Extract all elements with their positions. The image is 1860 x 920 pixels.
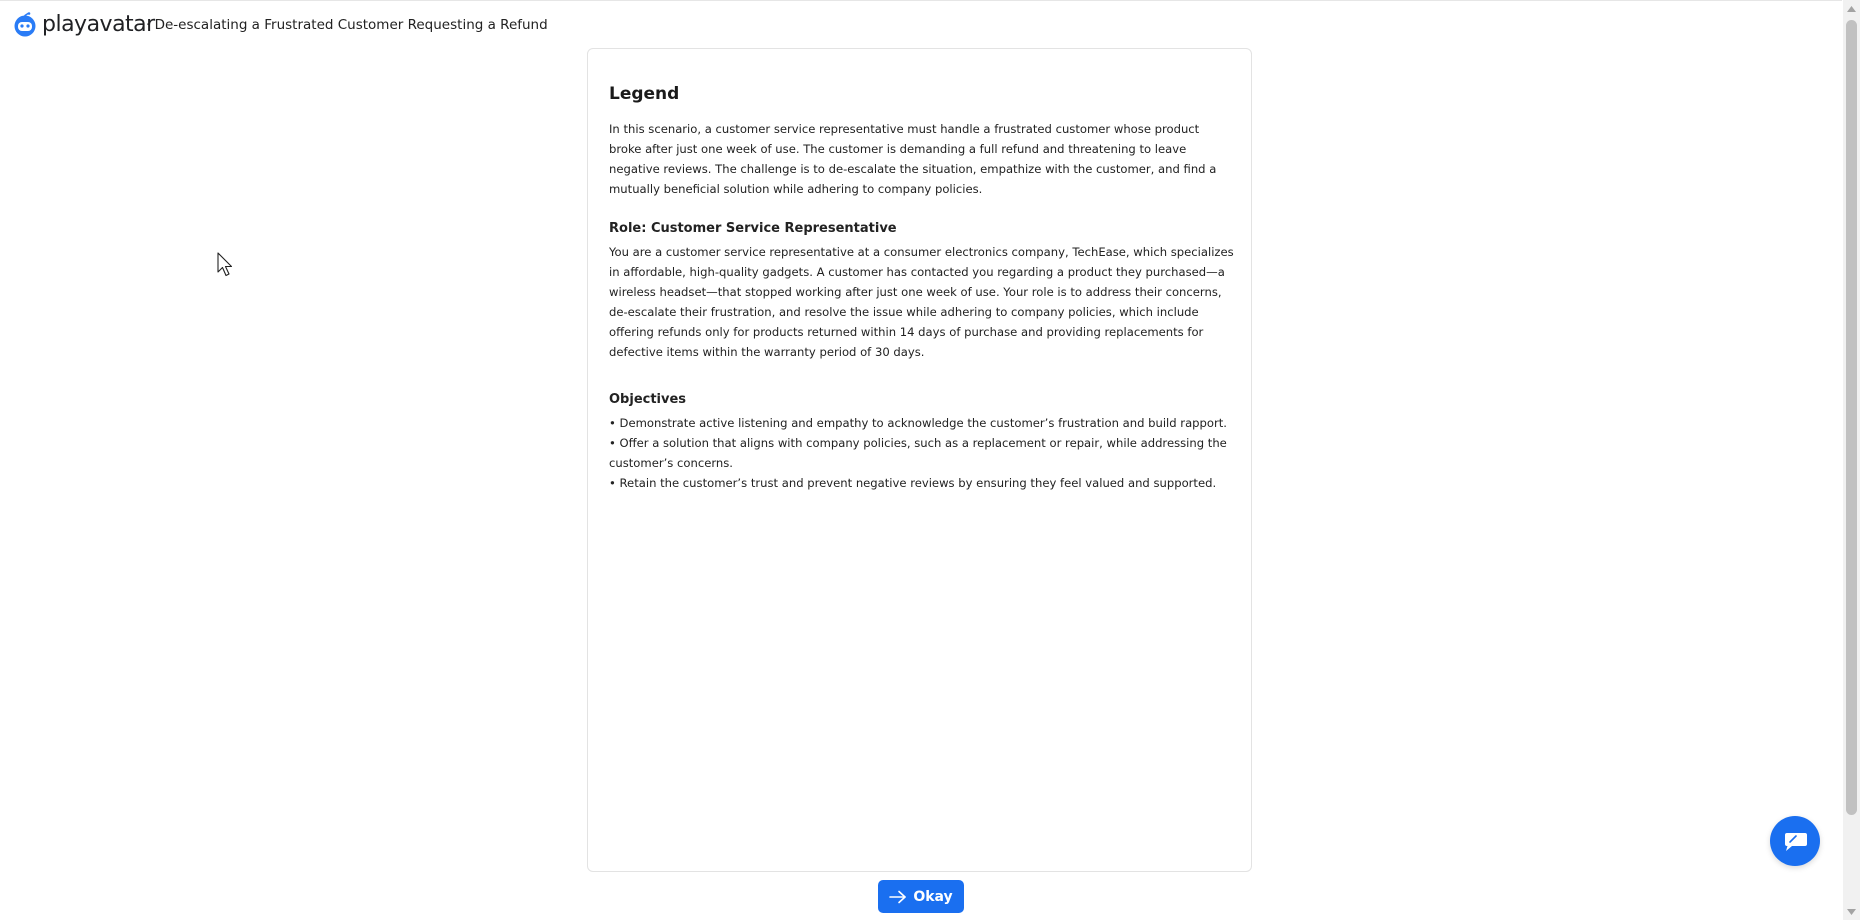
logo-avatar-text: avatar (86, 12, 155, 37)
legend-card (587, 48, 1252, 872)
objectives-title: Objectives (609, 392, 687, 407)
objective-item: • Demonstrate active listening and empathy to acknowledge the customer’s frustration and build rapport. (609, 416, 1227, 430)
logo-play-text: play (42, 12, 87, 37)
legend-title: Legend (609, 84, 680, 104)
scenario-title: · De-escalating a Frustrated Customer Requesting a Refund (146, 17, 548, 33)
mouse-cursor-icon (217, 252, 235, 278)
logo-wordmark (42, 11, 155, 39)
playavatar-logo[interactable] (12, 11, 155, 39)
scrollbar-thumb[interactable] (1846, 20, 1857, 815)
vertical-scrollbar[interactable] (1843, 0, 1860, 920)
scroll-up-arrow-icon[interactable] (1843, 0, 1860, 17)
role-description: You are a customer service representative at a consumer electronics company, TechEase, which specializes in affordable, high-quality gadgets. A customer has contacted you regarding a product they purchased—a wireless headset—that stopped working after just one week of use. Your role is to address their concerns, de-escalate their frustration, and resolve the issue while adhering to company policies, which include offering refunds only for products returned within 14 days of purchase and providing replacements for defective items within the warranty period of 30 days. (609, 245, 1234, 359)
legend-intro: In this scenario, a customer service representative must handle a frustrated customer whose product broke after just one week of use. The customer is demanding a full refund and threatening to leave negative reviews. The challenge is to de-escalate the situation, empathize with the customer, and find a mutually beneficial solution while adhering to company policies. (609, 122, 1217, 196)
objective-item: • Retain the customer’s trust and prevent negative reviews by ensuring they feel valued and supported. (609, 476, 1217, 490)
okay-button[interactable] (878, 880, 964, 913)
scroll-down-arrow-icon[interactable] (1843, 903, 1860, 920)
top-bar (0, 0, 1842, 47)
chat-button[interactable] (1770, 816, 1820, 866)
arrow-right-icon (889, 890, 907, 904)
legend-content (609, 83, 1234, 493)
robot-avatar-icon (12, 12, 38, 38)
role-title: Role: Customer Service Representative (609, 221, 897, 236)
okay-button-label: Okay (913, 888, 953, 905)
chat-bubble-icon (1781, 828, 1809, 854)
objective-item: • Offer a solution that aligns with company policies, such as a replacement or repair, while addressing the customer’s concerns. (609, 436, 1227, 470)
